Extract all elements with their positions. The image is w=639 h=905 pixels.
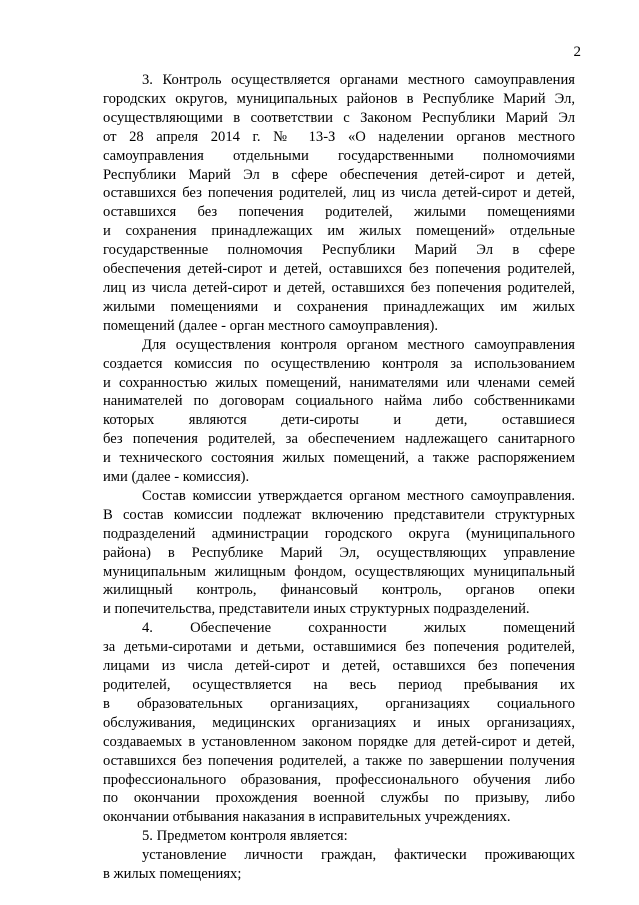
- text-line: и технического состояния жилых помещений, а также распоряжением: [103, 450, 575, 467]
- text-line: самоуправления отдельными государственными полномочиями: [103, 147, 575, 164]
- text-line: жилищный контроль, финансовый контроль, органов опеки: [103, 582, 575, 599]
- text-line: жилыми помещениями и сохранения принадлежащих им жилых: [103, 298, 575, 315]
- page-number: 2: [573, 44, 581, 60]
- text-line: без попечения родителей, за обеспечением надлежащего санитарного: [103, 431, 575, 448]
- text-line: оставшихся без попечения родителей, жилыми помещениями: [103, 204, 575, 221]
- text-line: муниципальным жилищным фондом, осуществляющих муниципальный: [103, 563, 575, 580]
- text-line: осуществляющими в соответствии с Законом Республики Марий Эл: [103, 109, 575, 126]
- text-line: от 28 апреля 2014 г. № 13-З «О наделении органов местного: [103, 128, 575, 145]
- text-line: помещений (далее - орган местного самоуправления).: [103, 317, 439, 334]
- text-line: района) в Республике Марий Эл, осуществляющих управление: [103, 544, 575, 561]
- text-line: за детьми-сиротами и детьми, оставшимися без попечения родителей,: [103, 639, 575, 656]
- text-line: и сохранения принадлежащих им жилых помещений» отдельные: [103, 223, 575, 240]
- paragraph-p-composition: [103, 487, 575, 619]
- text-line: и сохранностью жилых помещений, нанимателями или членами семей: [103, 374, 575, 391]
- text-line: установление личности граждан, фактически проживающих: [142, 847, 575, 864]
- text-line: по окончании прохождения военной службы по призыву, либо: [103, 790, 575, 807]
- text-line: нанимателей по договорам социального найма либо собственниками: [103, 393, 575, 410]
- text-line: ими (далее - комиссия).: [103, 469, 250, 486]
- text-line: Республики Марий Эл в сфере обеспечения детей-сирот и детей,: [103, 166, 575, 183]
- document-body: [103, 71, 575, 884]
- text-line: государственные полномочия Республики Марий Эл в сфере: [103, 242, 575, 259]
- paragraph-p4: [103, 619, 575, 827]
- text-line: лиц из числа детей-сирот и детей, оставшихся без попечения родителей,: [103, 279, 575, 296]
- paragraph-p3: [103, 71, 575, 336]
- text-line: родителей, осуществляется на весь период пребывания их: [103, 677, 575, 693]
- text-line: в образовательных организациях, организациях социального: [103, 695, 575, 712]
- paragraph-p5-item1: [103, 846, 575, 884]
- text-line: Для осуществления контроля органом местного самоуправления: [142, 336, 575, 353]
- text-line: городских округов, муниципальных районов в Республике Марий Эл,: [103, 90, 575, 107]
- text-line: 3. Контроль осуществляется органами местного самоуправления: [142, 72, 575, 88]
- text-line: обеспечения детей-сирот и детей, оставшихся без попечения родителей,: [103, 261, 575, 278]
- text-line: подразделений администрации городского округа (муниципального: [103, 525, 575, 542]
- text-line: В состав комиссии подлежат включению представители структурных: [103, 506, 575, 523]
- text-line: Состав комиссии утверждается органом местного самоуправления.: [142, 487, 575, 504]
- text-line: лицами из числа детей-сирот и детей, оставшихся без попечения: [103, 658, 575, 675]
- text-line: оставшихся без попечения родителей, лиц из числа детей-сирот и детей,: [103, 185, 575, 202]
- text-line: и попечительства, представители иных структурных подразделений.: [103, 601, 530, 618]
- paragraph-p5: [103, 827, 575, 846]
- text-line: обслуживания, медицинских организациях и иных организациях,: [103, 714, 575, 731]
- text-line: создается комиссия по осуществлению контроля за использованием: [103, 355, 575, 372]
- text-line: оставшихся без попечения родителей, а также по завершении получения: [103, 752, 575, 769]
- text-line: в жилых помещениях;: [103, 866, 242, 883]
- text-line: профессионального образования, профессионального обучения либо: [103, 771, 575, 788]
- text-line: создаваемых в установленном законом порядке для детей-сирот и детей,: [103, 733, 575, 750]
- paragraph-p-commission: [103, 336, 575, 487]
- text-line: окончании отбывания наказания в исправительных учреждениях.: [103, 809, 511, 826]
- text-line: 4. Обеспечение сохранности жилых помещений: [142, 620, 575, 637]
- text-line: 5. Предметом контроля является:: [142, 828, 348, 845]
- text-line: которых являются дети-сироты и дети, оставшиеся: [103, 412, 575, 429]
